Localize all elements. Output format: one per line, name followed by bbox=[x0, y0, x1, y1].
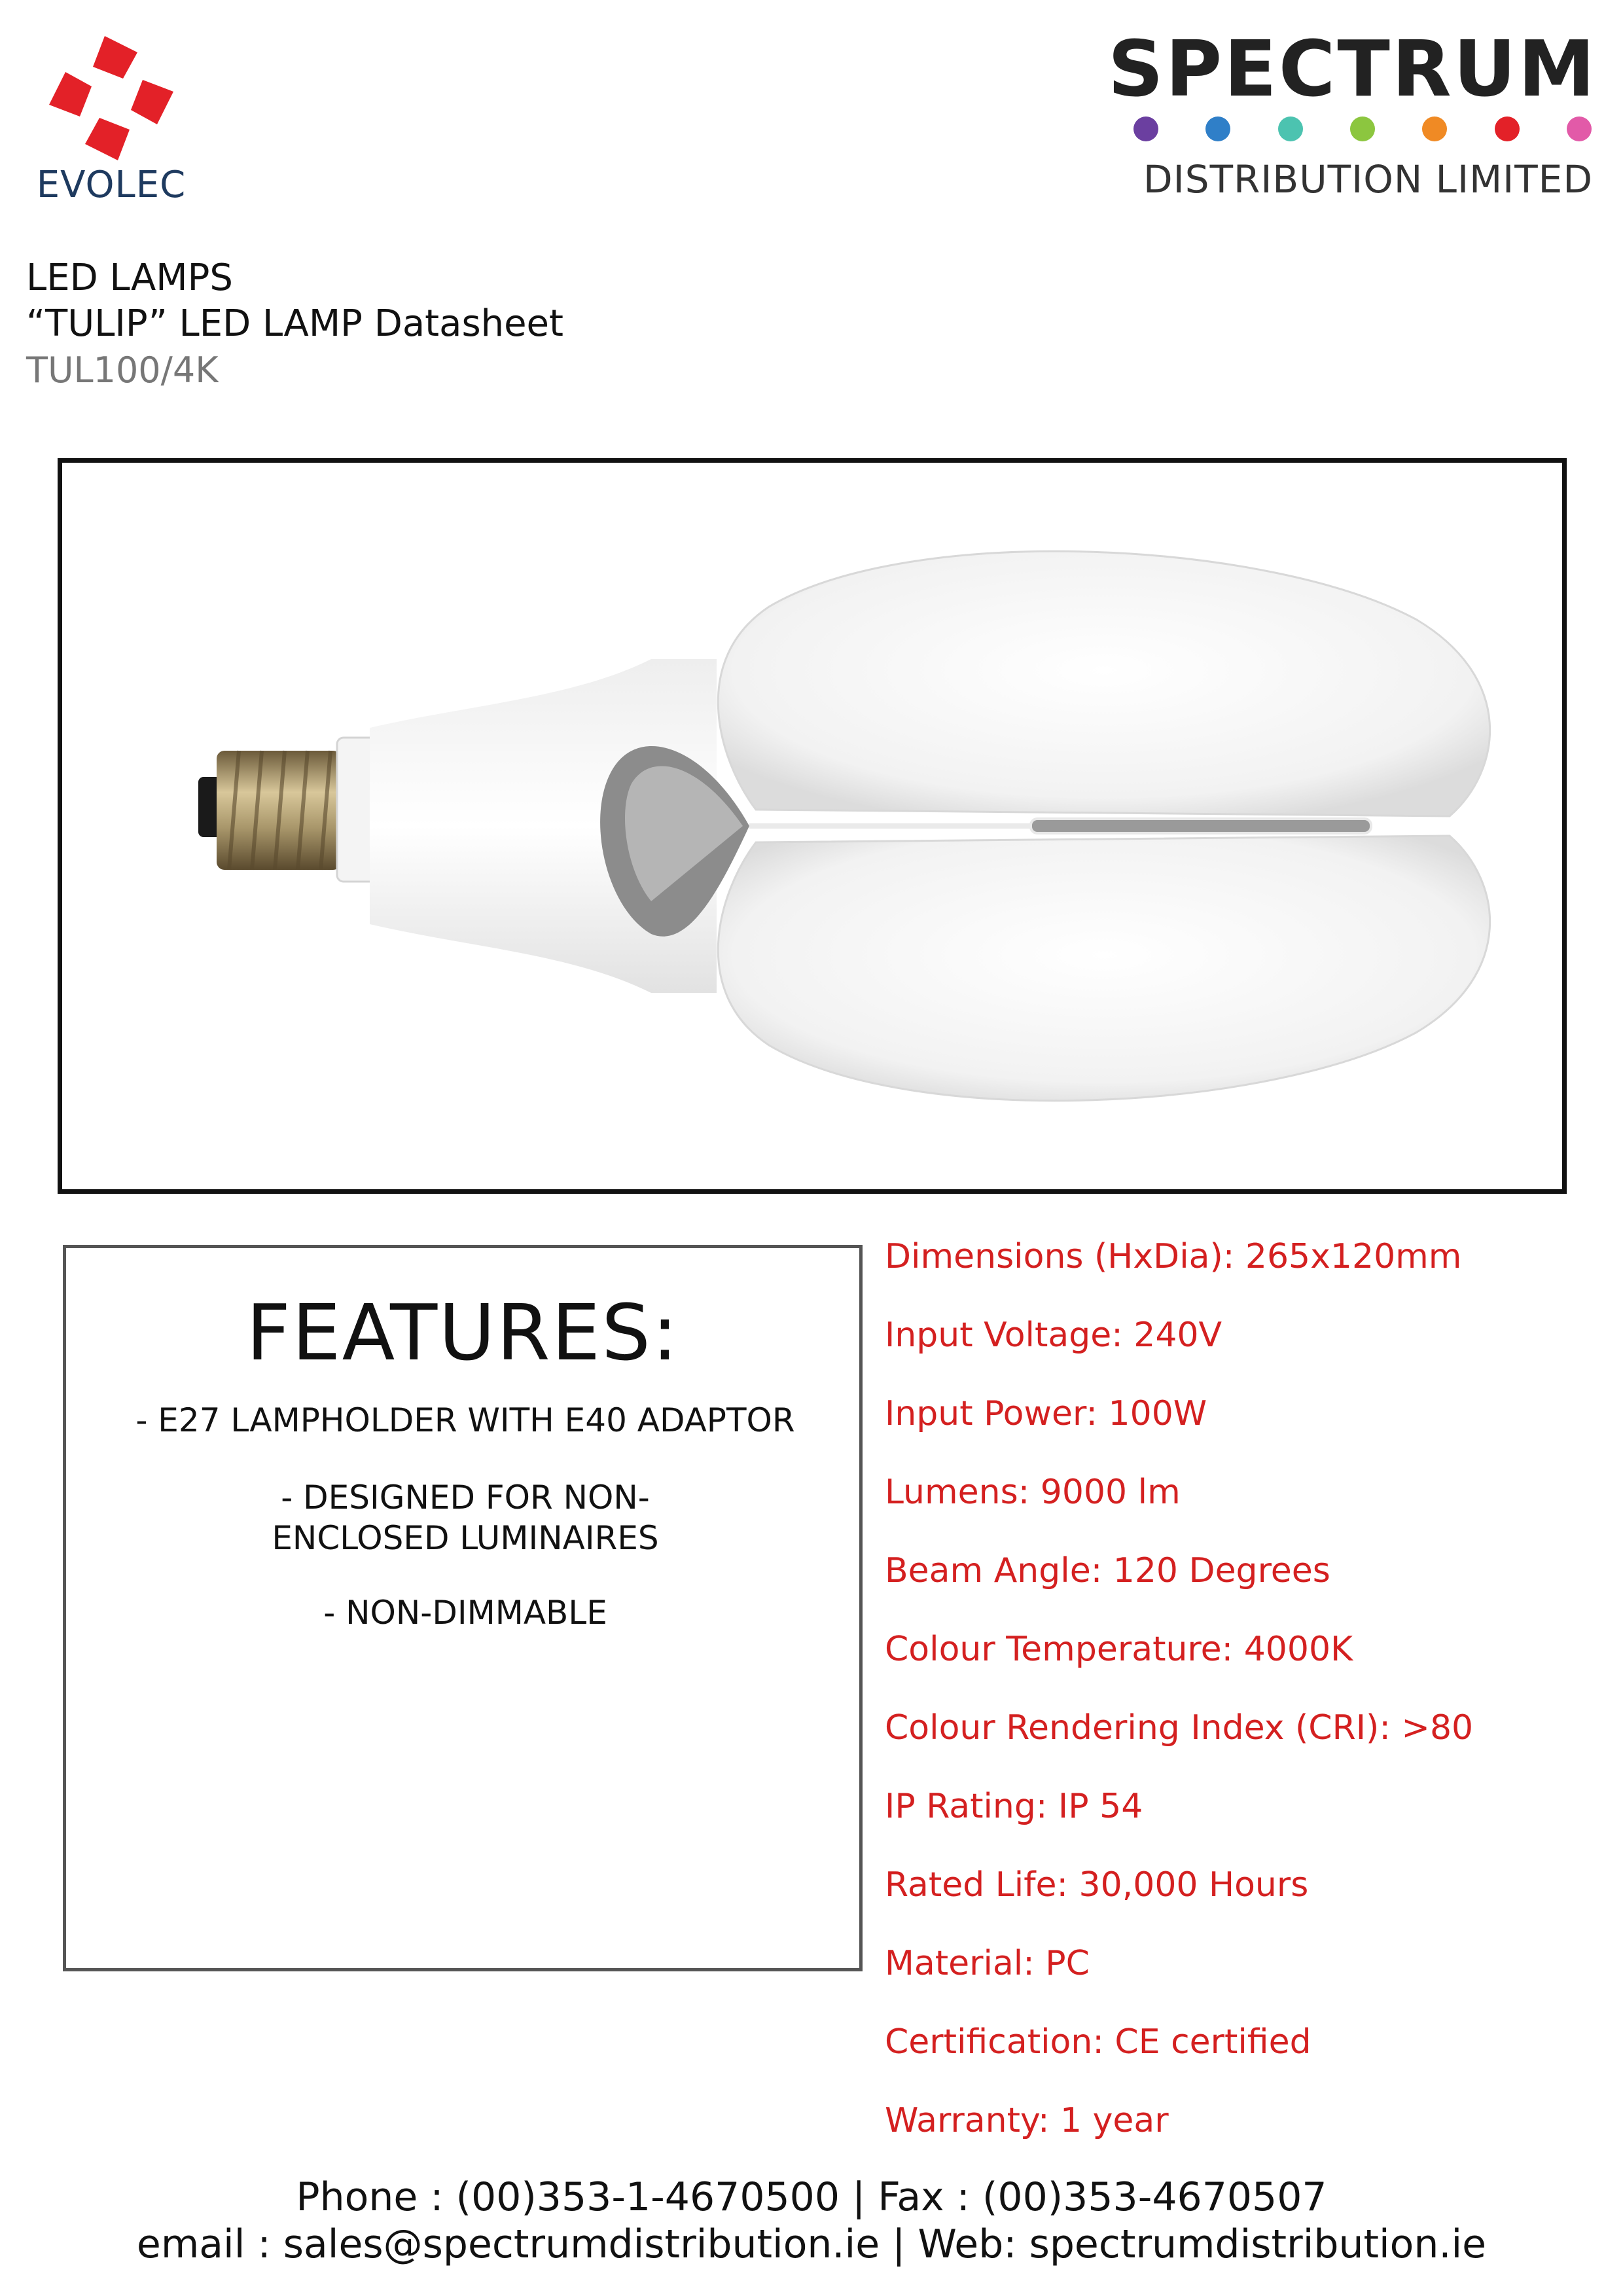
spectrum-dot bbox=[1205, 117, 1230, 141]
spectrum-dot bbox=[1422, 117, 1447, 141]
spectrum-dot bbox=[1133, 117, 1158, 141]
features-box bbox=[63, 1245, 863, 1971]
footer-contact-phone-fax: Phone : (00)353-1-4670500 | Fax : (00)353-4670507 bbox=[296, 2174, 1327, 2220]
spec-colour-temperature: Colour Temperature: 4000K bbox=[885, 1630, 1353, 1669]
spectrum-wordmark: SPECTRUM bbox=[1107, 24, 1597, 114]
spec-material: Material: PC bbox=[885, 1944, 1090, 1983]
spectrum-subtitle: DISTRIBUTION LIMITED bbox=[1143, 157, 1593, 202]
feature-item: - DESIGNED FOR NON-ENCLOSED LUMINAIRES bbox=[272, 1479, 659, 1557]
document-title: “TULIP” LED LAMP Datasheet bbox=[26, 302, 563, 345]
spec-input-power: Input Power: 100W bbox=[885, 1394, 1207, 1433]
spectrum-dot bbox=[1567, 117, 1592, 141]
spec-cri: Colour Rendering Index (CRI): >80 bbox=[885, 1708, 1474, 1748]
spec-input-voltage: Input Voltage: 240V bbox=[885, 1316, 1222, 1355]
evolec-wordmark: EVOLEC bbox=[36, 164, 187, 206]
footer-contact-email-web: email : sales@spectrumdistribution.ie | Web: spectrumdistribution.ie bbox=[136, 2221, 1487, 2267]
tulip-lamp-image bbox=[62, 463, 1562, 1189]
spectrum-dot bbox=[1350, 117, 1375, 141]
spec-ip-rating: IP Rating: IP 54 bbox=[885, 1787, 1143, 1826]
spec-dimensions: Dimensions (HxDia): 265x120mm bbox=[885, 1237, 1462, 1276]
spectrum-color-dots bbox=[1133, 117, 1592, 143]
document-category: LED LAMPS bbox=[26, 257, 233, 299]
spec-lumens: Lumens: 9000 lm bbox=[885, 1473, 1181, 1512]
spec-warranty: Warranty: 1 year bbox=[885, 2101, 1169, 2140]
feature-item: - E27 LAMPHOLDER WITH E40 ADAPTOR bbox=[135, 1401, 795, 1439]
spectrum-dot bbox=[1278, 117, 1303, 141]
spec-certification: Certification: CE certified bbox=[885, 2022, 1311, 2062]
product-code: TUL100/4K bbox=[26, 350, 219, 391]
spectrum-dot bbox=[1495, 117, 1520, 141]
evolec-logo-icon bbox=[26, 26, 196, 170]
feature-item: - NON-DIMMABLE bbox=[323, 1594, 607, 1632]
product-image-frame bbox=[58, 458, 1567, 1194]
spec-beam-angle: Beam Angle: 120 Degrees bbox=[885, 1551, 1330, 1590]
spec-rated-life: Rated Life: 30,000 Hours bbox=[885, 1865, 1309, 1905]
features-heading: FEATURES: bbox=[246, 1287, 679, 1378]
